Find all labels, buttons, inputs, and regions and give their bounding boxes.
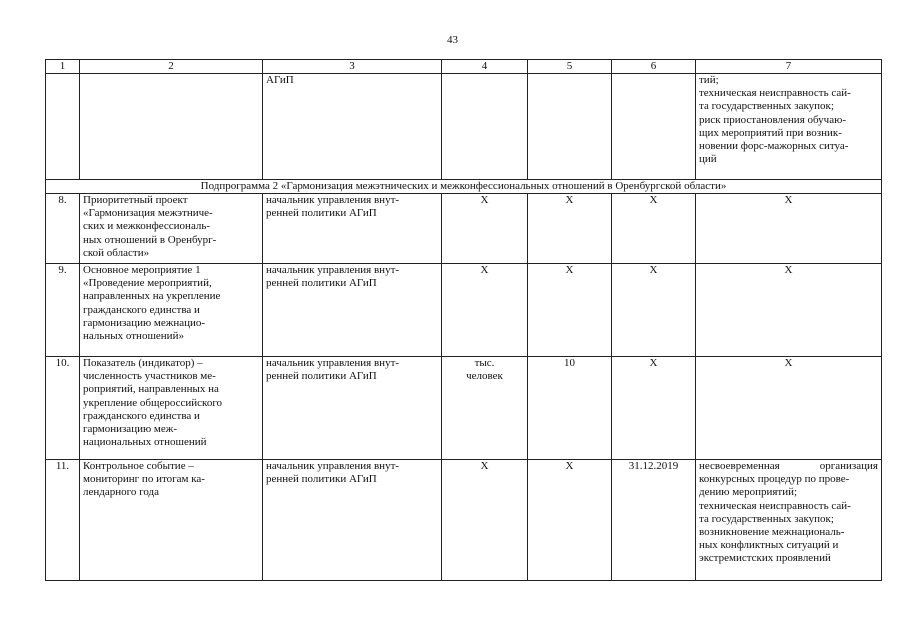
row-responsible [263,264,442,357]
cell-line: экстремистских проявлений [699,552,831,565]
continuation-unit-cell [442,74,528,180]
cell-line: X [784,357,793,369]
cell-line: нальных отношений» [83,330,184,343]
cell-line: начальник управления внут- [266,194,400,206]
cell-line: возникновение межнациональ- [699,526,845,539]
cell-line: техническая неисправность сай- [699,87,851,100]
column-header-2: 2 [80,60,263,74]
row-date: X [612,264,696,357]
row-unit [442,460,528,581]
page-number: 43 [447,34,458,46]
continuation-responsible-cell: АГиП [263,74,442,180]
continuation-row [46,74,882,180]
table-row [46,460,882,581]
table-row [46,194,882,264]
row-unit [442,357,528,460]
cell-line: роприятий, направленных на [83,383,219,396]
cell-line: Приоритетный проект [83,194,188,206]
cell-line: гражданского единства и [83,409,200,422]
cell-line: человек [466,370,503,383]
cell-line: гражданского единства и [83,303,200,316]
cell-line: «Гармонизация межэтниче- [83,207,213,220]
row-date: 31.12.2019 [612,460,696,581]
row-number: 8. [46,194,80,264]
cell-line: мониторинг по итогам ка- [83,473,205,486]
cell-line: Основное мероприятие 1 [83,264,201,276]
plan-table [45,59,882,581]
continuation-date-cell [612,74,696,180]
cell-line: лендарного года [83,486,160,499]
cell-line: риск приостановления обучаю- [699,113,846,126]
row-responsible [263,194,442,264]
cell-line: ской области» [83,246,150,259]
cell-line: X [480,264,489,276]
row-value: X [528,194,612,264]
row-responsible [263,460,442,581]
row-value: 10 [528,357,612,460]
cell-line: новении форс-мажорных ситуа- [699,140,849,153]
column-header-1: 1 [46,60,80,74]
cell-line: «Проведение мероприятий, [83,277,212,290]
row-date: X [612,194,696,264]
row-value: X [528,460,612,581]
cell-line: ных конфликтных ситуаций и [699,539,839,552]
subprogram-row [46,180,882,194]
row-risks [696,460,882,581]
cell-line: та государственных закупок; [699,100,834,113]
cell-line: дению мероприятий; [699,486,798,499]
row-risks [696,264,882,357]
continuation-risks-cell [696,74,882,180]
cell-line: гармонизацию меж- [83,423,178,436]
cell-line: тыс. [474,357,495,369]
cell-line: начальник управления внут- [266,460,400,472]
row-name [80,357,263,460]
cell-line: ских и межконфессиональ- [83,220,211,233]
cell-line: X [784,264,793,276]
continuation-risks-lines [699,74,878,166]
cell-line: щих мероприятий при возник- [699,126,842,139]
cell-line: X [784,194,793,206]
continuation-num-cell [46,74,80,180]
cell-line: укрепление общероссийского [83,396,223,409]
continuation-name-cell [80,74,263,180]
cell-line: ных отношений в Оренбург- [83,233,217,246]
cell-line: ренней политики АГиП [266,277,377,290]
cell-line: гармонизацию межнацио- [83,316,206,329]
cell-line: ренней политики АГиП [266,473,377,486]
cell-line: X [480,194,489,206]
cell-line: та государственных закупок; [699,512,834,525]
cell-line: тий; [699,74,719,86]
row-number: 10. [46,357,80,460]
continuation-value-cell [528,74,612,180]
column-header-6: 6 [612,60,696,74]
row-name [80,264,263,357]
row-responsible [263,357,442,460]
cell-line: X [480,460,489,472]
column-number-row [46,60,882,74]
table-row [46,264,882,357]
cell-line: ций [699,153,717,166]
row-name [80,460,263,581]
cell-line: численность участников ме- [83,370,216,383]
row-number: 9. [46,264,80,357]
column-header-3: 3 [263,60,442,74]
column-header-7: 7 [696,60,882,74]
cell-line: Контрольное событие – [83,460,194,472]
cell-line: несвоевременная организация [699,460,878,472]
row-risks [696,194,882,264]
cell-line: направленных на укрепление [83,290,221,303]
row-value: X [528,264,612,357]
cell-line: конкурсных процедур по прове- [699,473,850,486]
cell-line: ренней политики АГиП [266,207,377,220]
row-unit [442,264,528,357]
cell-line: национальных отношений [83,436,207,449]
row-number: 11. [46,460,80,581]
row-name [80,194,263,264]
row-unit [442,194,528,264]
cell-line: начальник управления внут- [266,357,400,369]
table-row [46,357,882,460]
cell-line: ренней политики АГиП [266,370,377,383]
cell-line: техническая неисправность сай- [699,499,851,512]
column-header-4: 4 [442,60,528,74]
row-date: X [612,357,696,460]
cell-line: Показатель (индикатор) – [83,357,203,369]
column-header-5: 5 [528,60,612,74]
cell-line: начальник управления внут- [266,264,400,276]
row-risks [696,357,882,460]
subprogram-title: Подпрограмма 2 «Гармонизация межэтнических и межконфессиональных отношений в Оренбургской области» [46,180,882,194]
